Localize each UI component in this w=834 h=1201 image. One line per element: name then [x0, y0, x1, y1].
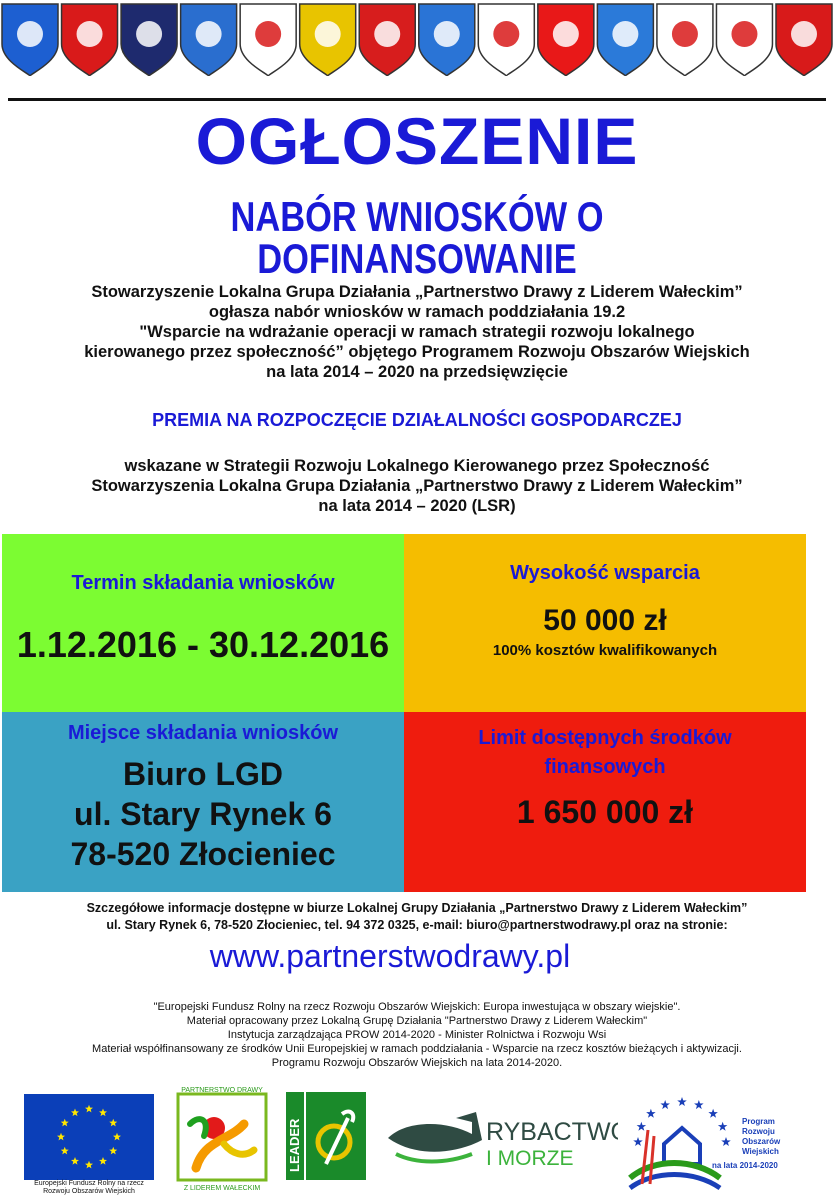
miejsce-address — [2, 754, 404, 874]
details-line: ul. Stary Rynek 6, 78-520 Złocieniec, tel. 94 372 0325, e-mail: biuro@partnerstwodrawy.pl oraz na stronie: — [106, 918, 728, 932]
crest-8-icon — [419, 4, 475, 76]
address-line: 78-520 Złocieniec — [70, 836, 336, 872]
box-termin — [2, 534, 404, 712]
address-line: ul. Stary Rynek 6 — [74, 796, 332, 832]
lgd-logo — [174, 1084, 270, 1194]
lgd-logo-icon — [174, 1084, 270, 1194]
fine-print — [0, 1000, 834, 1070]
fine-line: Materiał opracowany przez Lokalną Grupę Działania "Partnerstwo Drawy z Liderem Wałeckim" — [186, 1015, 648, 1027]
eu-caption-line: Rozwoju Obszarów Wiejskich — [43, 1188, 135, 1195]
leader-logo — [286, 1092, 366, 1180]
prow-line: Wiejskich — [742, 1147, 779, 1156]
prow-star-icon — [646, 1109, 656, 1118]
prow-star-icon — [637, 1122, 647, 1131]
prow-star-icon — [677, 1097, 687, 1106]
fine-line: "Europejski Fundusz Rolny na rzecz Rozwoju Obszarów Wiejskich: Europa inwestująca w obszary wiejskie". — [153, 1001, 681, 1013]
page-subtitle: NABÓR WNIOSKÓW O DOFINANSOWANIE — [230, 193, 604, 282]
fine-line: Programu Rozwoju Obszarów Wiejskich na lata 2014-2020. — [271, 1057, 563, 1069]
rybactwo-logo-icon — [386, 1110, 618, 1170]
crest-1-icon — [2, 4, 58, 76]
crest-12-icon — [657, 4, 713, 76]
limit-label — [404, 724, 806, 782]
crest-svg — [0, 0, 834, 80]
prow-logo-icon — [624, 1088, 804, 1196]
crest-13-icon — [716, 4, 772, 76]
divider — [8, 98, 826, 101]
fine-line: Instytucja zarządzająca PROW 2014-2020 - Minister Rolnictwa i Rozwoju Wsi — [227, 1029, 607, 1041]
intro-line: "Wsparcie na wdrażanie operacji w ramach strategii rozwoju lokalnego — [139, 323, 695, 341]
lgd-top-text: PARTNERSTWO DRAWY — [181, 1087, 263, 1094]
prow-line: Rozwoju — [742, 1127, 775, 1136]
limit-label-line: finansowych — [544, 756, 666, 778]
box-wsparcie — [404, 534, 806, 712]
crest-5-icon — [240, 4, 296, 76]
prow-star-icon — [708, 1109, 718, 1118]
wsparcie-note: 100% kosztów kwalifikowanych — [492, 642, 718, 659]
limit-value: 1 650 000 zł — [516, 794, 694, 830]
lsr-line: na lata 2014 – 2020 (LSR) — [318, 497, 516, 515]
crest-2-icon — [62, 4, 118, 76]
crest-11-icon — [597, 4, 653, 76]
prow-line: na lata 2014-2020 — [712, 1161, 778, 1170]
crest-6-icon — [300, 4, 356, 76]
website-link[interactable]: www.partnerstwodrawy.pl — [209, 938, 571, 974]
eu-caption-line: Europejski Fundusz Rolny na rzecz — [34, 1180, 144, 1187]
leader-text: LEADER — [287, 1118, 302, 1172]
leader-logo-icon — [286, 1092, 366, 1180]
prow-star-icon — [694, 1100, 704, 1109]
prow-line: Obszarów — [742, 1137, 781, 1146]
intro-text — [0, 282, 834, 382]
fine-line: Materiał współfinansowany ze środków Unii Europejskiej w ramach poddziałania - Wsparcie na rzecz kosztów bieżących i aktywizacji. — [92, 1043, 742, 1055]
crest-9-icon — [478, 4, 534, 76]
intro-line: kierowanego przez społeczność” objętego Programem Rozwoju Obszarów Wiejskich — [84, 343, 750, 361]
termin-value: 1.12.2016 - 30.12.2016 — [16, 624, 390, 665]
morze-text: I MORZE — [486, 1147, 574, 1170]
lsr-line: wskazane w Strategii Rozwoju Lokalnego Kierowanego przez Społeczność — [124, 457, 710, 475]
eu-caption — [24, 1180, 154, 1196]
crest-14-icon — [776, 4, 832, 76]
intro-line: ogłasza nabór wniosków w ramach poddziałania 19.2 — [208, 303, 626, 321]
box-limit — [404, 712, 806, 892]
limit-label-line: Limit dostępnych środków — [478, 727, 732, 749]
address-line: Biuro LGD — [123, 756, 283, 792]
details-line: Szczegółowe informacje dostępne w biurze Lokalnej Grupy Działania „Partnerstwo Drawy z Liderem Wałeckim” — [86, 901, 748, 915]
prow-star-icon — [718, 1122, 728, 1131]
lgd-bottom-text: Z LIDEREM WAŁECKIM — [183, 1185, 261, 1192]
prow-star-icon — [721, 1137, 731, 1146]
crest-7-icon — [359, 4, 415, 76]
prow-logo — [624, 1088, 804, 1196]
rybactwo-logo — [386, 1110, 618, 1170]
intro-line: Stowarzyszenie Lokalna Grupa Działania „Partnerstwo Drawy z Liderem Wałeckim” — [91, 283, 743, 301]
prow-star-icon — [633, 1137, 643, 1146]
crests-strip — [0, 0, 834, 80]
details-text — [0, 900, 834, 934]
prow-star-icon — [660, 1100, 670, 1109]
eu-flag-icon — [24, 1094, 154, 1180]
lsr-line: Stowarzyszenia Lokalna Grupa Działania „Partnerstwo Drawy z Liderem Wałeckim” — [91, 477, 743, 495]
rybactwo-text: RYBACTWO — [486, 1118, 618, 1146]
crest-3-icon — [121, 4, 177, 76]
premia-heading: PREMIA NA ROZPOCZĘCIE DZIAŁALNOŚCI GOSPODARCZEJ — [152, 410, 682, 430]
crest-4-icon — [181, 4, 237, 76]
box-miejsce — [2, 712, 404, 892]
crest-10-icon — [538, 4, 594, 76]
miejsce-label: Miejsce składania wniosków — [67, 722, 339, 744]
lsr-text — [0, 456, 834, 516]
eu-flag-logo — [24, 1094, 154, 1180]
page-title: OGŁOSZENIE — [195, 104, 639, 178]
wsparcie-label: Wysokość wsparcia — [510, 562, 700, 584]
wsparcie-value: 50 000 zł — [543, 604, 667, 637]
termin-label: Termin składania wniosków — [71, 572, 335, 594]
intro-line: na lata 2014 – 2020 na przedsięwzięcie — [266, 363, 568, 381]
prow-line: Program — [742, 1117, 775, 1126]
